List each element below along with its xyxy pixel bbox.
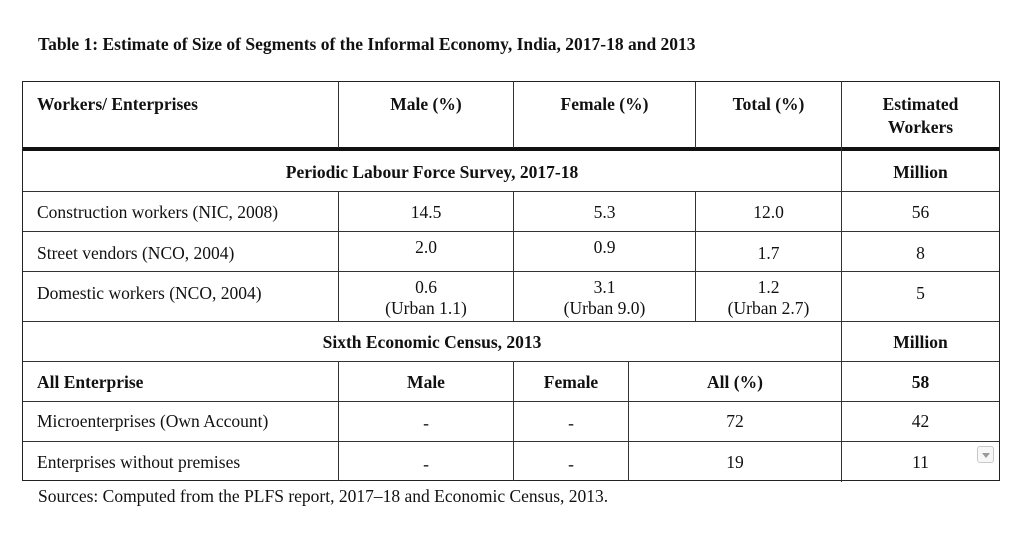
row-label: Enterprises without premises [37,452,241,472]
cell-female: 5.3 [593,202,616,222]
col-divider [338,82,339,148]
section-unit-census: Million [893,332,948,352]
row-label: Construction workers (NIC, 2008) [37,202,279,222]
row-divider [23,271,999,272]
cell-male: 0.6 [415,277,437,297]
cell-male: - [423,454,429,474]
row-label: Street vendors (NCO, 2004) [37,243,235,263]
dropdown-arrow-icon[interactable] [977,446,994,463]
cell-total-urban: (Urban 2.7) [727,298,810,318]
row-divider [23,191,999,192]
census-header-all-enterprise: All Enterprise [37,372,144,392]
cell-workers: 56 [911,202,930,222]
section-title-census: Sixth Economic Census, 2013 [322,332,542,352]
cell-all: 19 [726,452,744,472]
cell-total: 12.0 [753,202,784,222]
header-total: Total (%) [732,94,805,114]
header-female: Female (%) [560,94,649,114]
sources-note: Sources: Computed from the PLFS report, 2017–18 and Economic Census, 2013. [38,486,609,506]
cell-workers: 5 [916,283,925,303]
header-divider [23,147,999,151]
census-header-male: Male [407,372,445,392]
cell-male: 2.0 [415,237,437,257]
header-estimated: Estimated [882,94,959,114]
census-header-total-workers: 58 [911,372,930,392]
census-header-female: Female [543,372,599,392]
cell-workers: 42 [911,411,930,431]
cell-male: 14.5 [410,202,442,222]
section-title-plfs: Periodic Labour Force Survey, 2017-18 [285,162,579,182]
cell-female: 0.9 [593,237,616,257]
data-table [22,81,1000,481]
cell-total: 1.2 [757,277,780,297]
cell-male-urban: (Urban 1.1) [385,298,467,318]
cell-male: - [423,413,429,433]
row-divider [23,231,999,232]
col-divider [695,82,696,148]
cell-female-urban: (Urban 9.0) [563,298,646,318]
cell-female: - [568,413,574,433]
header-male: Male (%) [390,94,462,114]
cell-workers: 8 [916,243,925,263]
row-divider [23,441,999,442]
census-header-all: All (%) [707,372,763,392]
row-label: Microenterprises (Own Account) [37,411,269,431]
row-divider [23,361,999,362]
cell-workers: 11 [912,452,929,472]
cell-female: - [568,454,574,474]
col-divider [513,82,514,148]
cell-female: 3.1 [593,277,616,297]
row-divider [23,401,999,402]
table-title: Table 1: Estimate of Size of Segments of the Informal Economy, India, 2017-18 and 2013 [38,34,696,54]
section-unit-plfs: Million [893,162,948,182]
header-workers: Workers [887,117,954,137]
section-divider [23,321,999,322]
header-workers-enterprises: Workers/ Enterprises [37,94,198,114]
row-label: Domestic workers (NCO, 2004) [37,283,262,303]
cell-total: 1.7 [757,243,780,263]
cell-all: 72 [726,411,744,431]
